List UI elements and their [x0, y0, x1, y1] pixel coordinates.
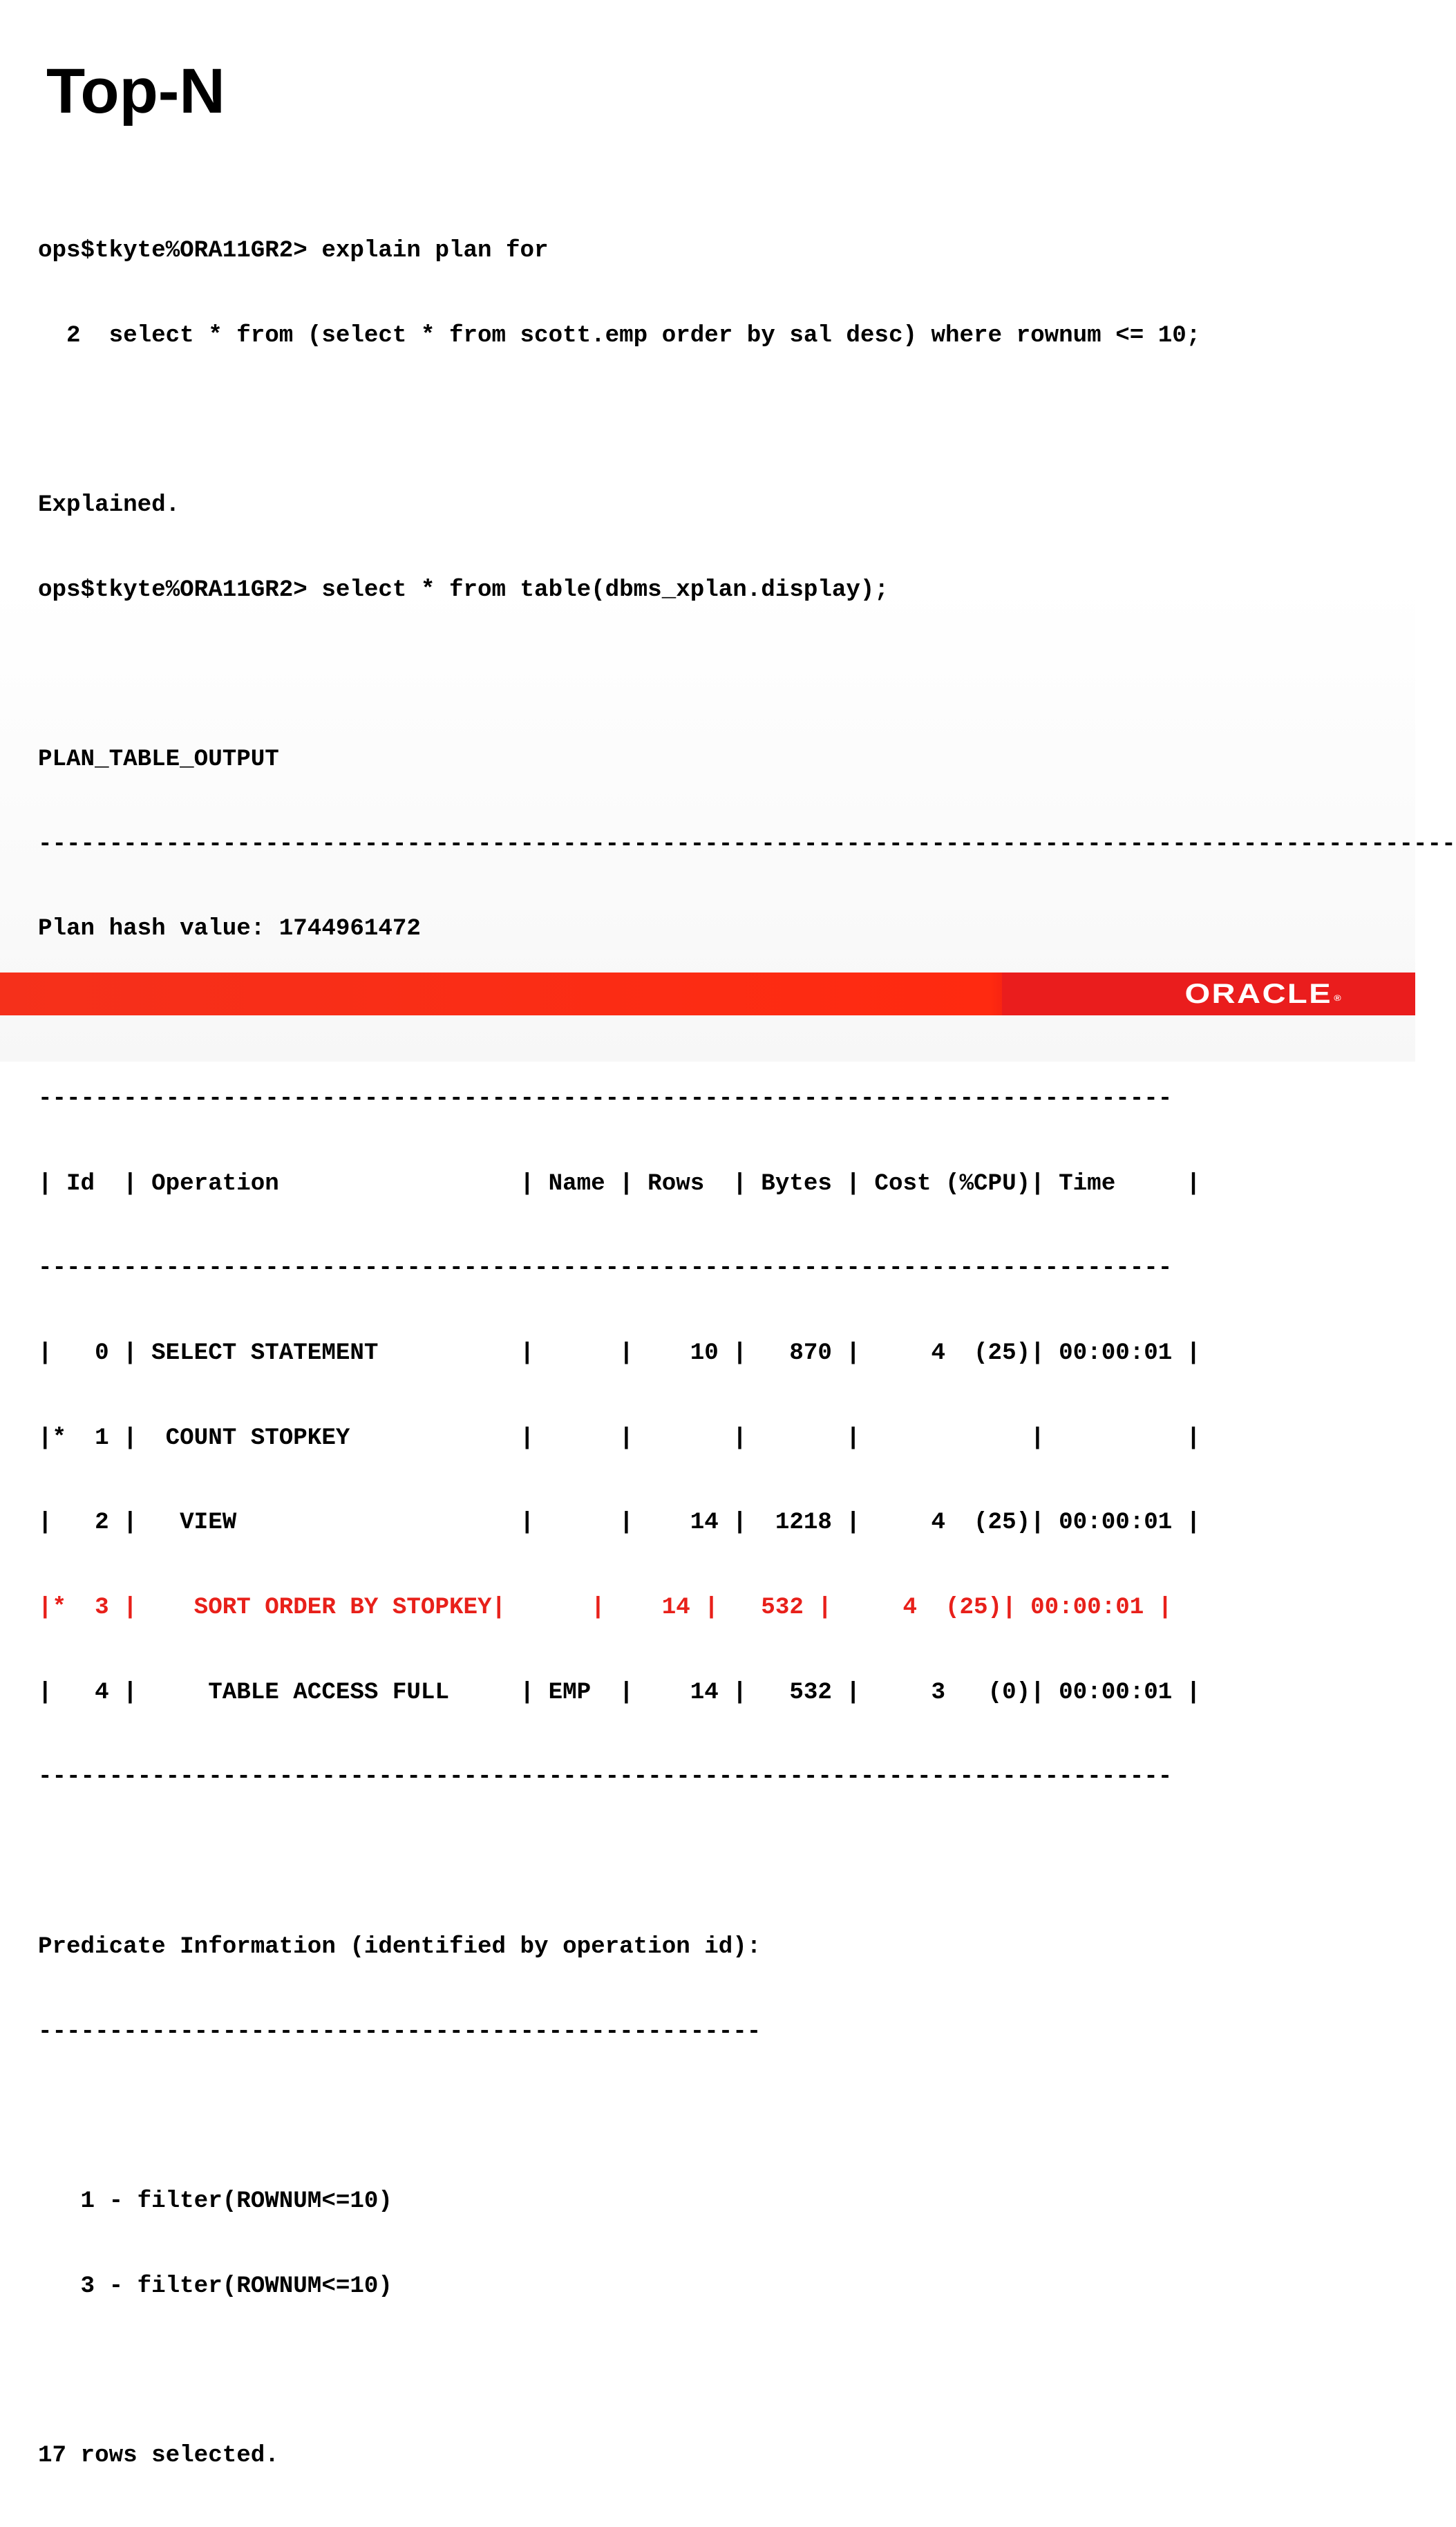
plan-row-4: | 4 | TABLE ACCESS FULL | EMP | 14 | 532 | 3 (0)| 00:00:01 |: [38, 1679, 1201, 1706]
prompt-line: ops$tkyte%ORA11GR2> explain plan for: [38, 237, 549, 264]
separator-line: ----------------------------------------------------------------------------------------------------: [38, 831, 1456, 858]
blank-line: [38, 2103, 1456, 2131]
plan-row-0: | 0 | SELECT STATEMENT | | 10 | 870 | 4 (25)| 00:00:01 |: [38, 1340, 1201, 1366]
prompt-line: ops$tkyte%ORA11GR2> select * from table(dbms_xplan.display);: [38, 576, 889, 603]
explained-line: Explained.: [38, 491, 180, 518]
footer-bar: [0, 973, 1415, 1015]
predicate-underline: ---------------------------------------------------: [38, 2018, 762, 2045]
slide-title: Top-N: [46, 56, 225, 126]
plan-table-header: | Id | Operation | Name | Rows | Bytes | Cost (%CPU)| Time |: [38, 1170, 1201, 1197]
registered-mark: ®: [1334, 993, 1343, 1003]
footer-logo-panel: [1002, 973, 1415, 1015]
oracle-logo-text: ORACLE: [1184, 979, 1333, 1009]
plan-row-1: |* 1 | COUNT STOPKEY | | | | | |: [38, 1425, 1201, 1452]
predicate-3: 3 - filter(ROWNUM<=10): [38, 2273, 393, 2300]
blank-line: [38, 2357, 1456, 2385]
predicate-heading: Predicate Information (identified by operation id):: [38, 1933, 762, 1960]
table-border: --------------------------------------------------------------------------------: [38, 1255, 1173, 1282]
table-border: --------------------------------------------------------------------------------: [38, 1085, 1173, 1112]
plan-hash-value: Plan hash value: 1744961472: [38, 916, 421, 943]
blank-line: [38, 406, 1456, 435]
query-line: 2 select * from (select * from scott.emp order by sal desc) where rownum <= 10;: [38, 322, 1201, 349]
table-border: --------------------------------------------------------------------------------: [38, 1764, 1173, 1791]
oracle-logo: [1185, 978, 1341, 1010]
sqlplus-output: [38, 180, 1456, 2527]
plan-table-output-heading: PLAN_TABLE_OUTPUT: [38, 746, 279, 773]
predicate-1: 1 - filter(ROWNUM<=10): [38, 2188, 393, 2215]
rows-selected: 17 rows selected.: [38, 2443, 279, 2470]
plan-row-3-highlighted: |* 3 | SORT ORDER BY STOPKEY| | 14 | 532 | 4 (25)| 00:00:01 |: [38, 1595, 1173, 1622]
blank-line: [38, 661, 1456, 689]
plan-row-2: | 2 | VIEW | | 14 | 1218 | 4 (25)| 00:00:01 |: [38, 1510, 1201, 1537]
blank-line: [38, 1848, 1456, 1877]
